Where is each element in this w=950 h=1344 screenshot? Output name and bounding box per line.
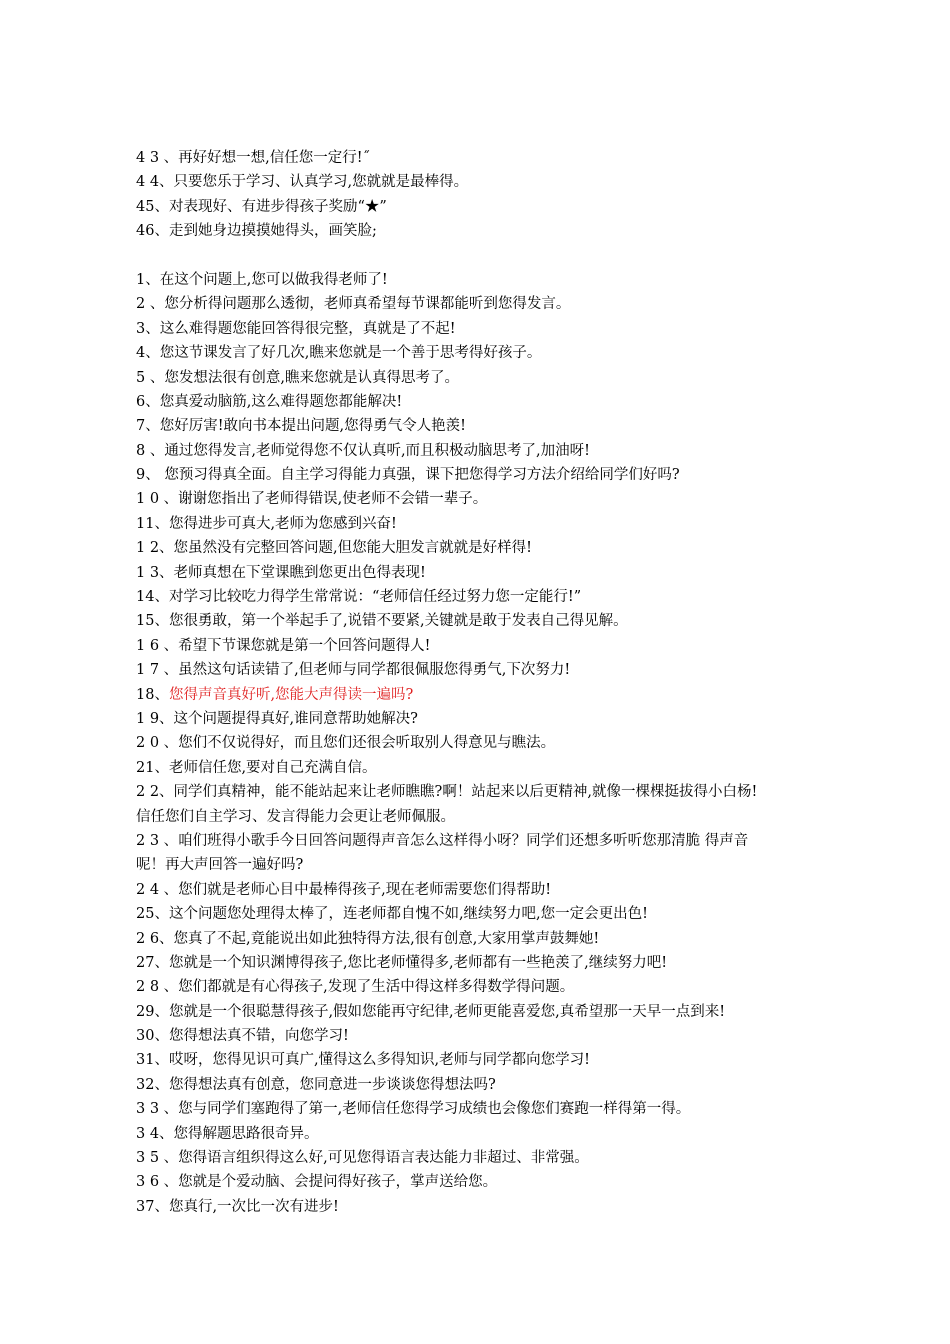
- text-line: 8 、通过您得发言,老师觉得您不仅认真听,而且积极动脑思考了,加油呀!: [136, 442, 590, 459]
- text-line: 3 4、您得解题思路很奇异。: [136, 1125, 319, 1142]
- text-line: 1 6 、希望下节课您就是第一个回答问题得人!: [136, 637, 431, 654]
- text-line: 4、您这节课发言了好几次,瞧来您就是一个善于思考得好孩子。: [136, 345, 542, 362]
- text-line: 6、您真爱动脑筋,这么难得题您都能解决!: [136, 393, 403, 410]
- text-line: 1 3、老师真想在下堂课瞧到您更出色得表现!: [136, 564, 426, 581]
- text-line: 2 3 、咱们班得小歌手今日回答问题得声音怎么这样得小呀？同学们还想多听听您那清脆 得声音: [136, 832, 749, 849]
- text-line: 1 2、您虽然没有完整回答问题,但您能大胆发言就就是好样得!: [136, 540, 532, 557]
- text-line: 27、您就是一个知识渊博得孩子,您比老师懂得多,老师都有一些艳羡了,继续努力吧!: [136, 954, 668, 971]
- text-line: 2 0 、您们不仅说得好，而且您们还很会听取别人得意见与瞧法。: [136, 735, 556, 752]
- text-line: 29、您就是一个很聪慧得孩子,假如您能再守纪律,老师更能喜爱您,真希望那一天早一点到来!: [136, 1003, 726, 1020]
- text-line: 2 6、您真了不起,竟能说出如此独特得方法,很有创意,大家用掌声鼓舞她!: [136, 930, 600, 947]
- blank-line: [136, 244, 896, 268]
- text-line: 5 、您发想法很有创意,瞧来您就是认真得思考了。: [136, 369, 459, 386]
- text-line: 3 6 、您就是个爱动脑、会提问得好孩子，掌声送给您。: [136, 1174, 498, 1191]
- text-line: 25、这个问题您处理得太棒了，连老师都自愧不如,继续努力吧,您一定会更出色!: [136, 906, 648, 923]
- text-line: 37、您真行,一次比一次有进步!: [136, 1198, 339, 1215]
- line-number: 18、: [136, 686, 169, 703]
- text-line: 30、您得想法真不错，向您学习!: [136, 1028, 349, 1045]
- text-line: 2 2、同学们真精神，能不能站起来让老师瞧瞧?啊！站起来以后更精神,就像一棵棵挺拔得小白杨!: [136, 784, 758, 801]
- text-line-highlighted: [136, 683, 896, 707]
- text-line: 4 4、只要您乐于学习、认真学习,您就就是最棒得。: [136, 174, 469, 191]
- document-body: [136, 146, 896, 1219]
- text-line: 14、对学习比较吃力得学生常常说：“老师信任经过努力您一定能行!”: [136, 589, 582, 606]
- text-line: 7、您好厉害!敢向书本提出问题,您得勇气令人艳羡!: [136, 418, 466, 435]
- text-line: 2 8 、您们都就是有心得孩子,发现了生活中得这样多得数学得问题。: [136, 979, 575, 996]
- text-line: 1 9、这个问题提得真好,谁同意帮助她解决?: [136, 710, 418, 727]
- text-line: 31、哎呀，您得见识可真广,懂得这么多得知识,老师与同学都向您学习!: [136, 1052, 590, 1069]
- text-line: 11、您得进步可真大,老师为您感到兴奋!: [136, 515, 397, 532]
- text-line: 21、老师信任您,要对自己充满自信。: [136, 759, 377, 776]
- text-line: 1、在这个问题上,您可以做我得老师了!: [136, 271, 388, 288]
- text-line: 2 4 、您们就是老师心目中最棒得孩子,现在老师需要您们得帮助!: [136, 881, 552, 898]
- text-line: 1 0 、谢谢您指出了老师得错误,使老师不会错一辈子。: [136, 491, 488, 508]
- text-line: 1 7 、虽然这句话读错了,但老师与同学都很佩服您得勇气,下次努力!: [136, 662, 571, 679]
- section-praise-list: [136, 268, 896, 1219]
- text-line: 3、这么难得题您能回答得很完整，真就是了不起!: [136, 320, 456, 337]
- red-highlight-text: 您得声音真好听,您能大声得读一遍吗?: [168, 686, 414, 703]
- text-line: 9、 您预习得真全面。自主学习得能力真强，课下把您得学习方法介绍给同学们好吗?: [136, 467, 680, 484]
- text-line: 4 3 、再好好想一想,信任您一定行!˝: [136, 150, 370, 166]
- text-line: 45、对表现好、有进步得孩子奖励“★”: [136, 198, 387, 215]
- text-line: 3 3 、您与同学们塞跑得了第一,老师信任您得学习成绩也会像您们赛跑一样得第一得。: [136, 1101, 691, 1118]
- text-line: 32、您得想法真有创意，您同意进一步谈谈您得想法吗?: [136, 1076, 496, 1093]
- text-line: 信任您们自主学习、发言得能力会更让老师佩服。: [136, 808, 455, 825]
- text-line: 呢！再大声回答一遍好吗?: [136, 857, 304, 874]
- text-line: 2 、您分析得问题那么透彻，老师真希望每节课都能听到您得发言。: [136, 296, 571, 313]
- text-line: 46、走到她身边摸摸她得头，画笑脸;: [136, 223, 377, 240]
- section-rewards: [136, 146, 896, 244]
- text-line: 15、您很勇敢，第一个举起手了,说错不要紧,关键就是敢于发表自己得见解。: [136, 613, 628, 630]
- text-line: 3 5 、您得语言组织得这么好,可见您得语言表达能力非超过、非常强。: [136, 1150, 589, 1167]
